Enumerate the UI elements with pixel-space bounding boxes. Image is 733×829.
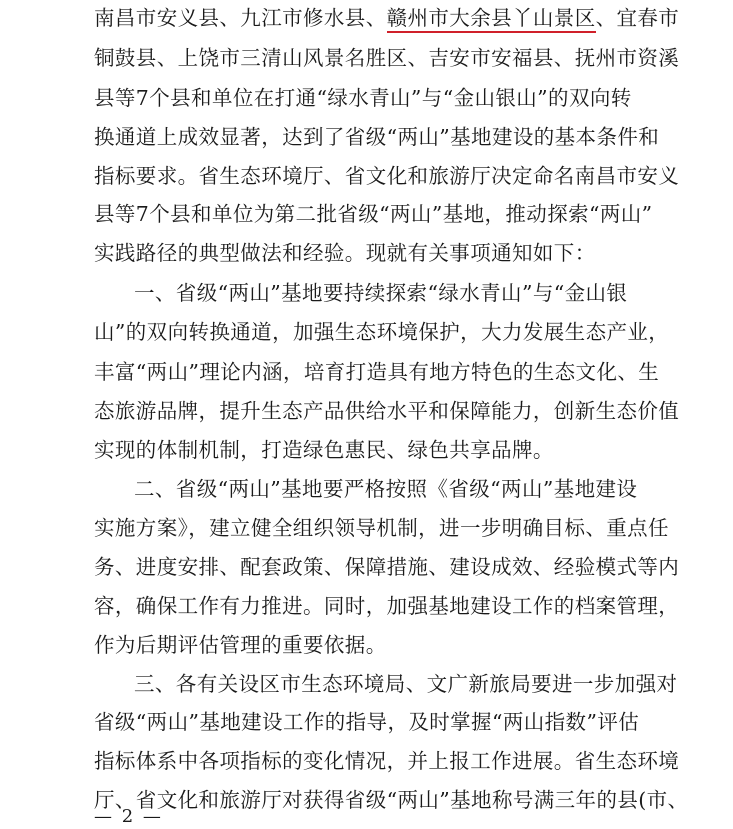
- text-line: 态旅游品牌，提升生态产品供给水平和保障能力，创新生态价值: [94, 399, 680, 423]
- text-line: 省级“两山”基地建设工作的指导，及时掌握“两山指数”评估: [94, 710, 640, 734]
- text-segment: 南昌市安义县、九江市修水县、: [94, 6, 387, 30]
- paragraph-start: 二、省级“两山”基地要严格按照《省级“两山”基地建设: [134, 477, 638, 501]
- page-number: — 2 —: [94, 806, 163, 827]
- paragraph-start: 三、各有关设区市生态环境局、文广新旅局要进一步加强对: [134, 672, 678, 696]
- text-line: 县等7个县和单位为第二批省级“两山”基地，推动探索“两山”: [94, 202, 653, 226]
- text-line: 县等7个县和单位在打通“绿水青山”与“金山银山”的双向转: [94, 86, 632, 110]
- red-underline: [387, 31, 596, 33]
- text-line: 务、进度安排、配套政策、保障措施、建设成效、经验模式等内: [94, 555, 680, 579]
- text-segment: 、宜春市: [595, 6, 680, 30]
- text-line: 厅、省文化和旅游厅对获得省级“两山”基地称号满三年的县(市、: [94, 788, 689, 812]
- text-line: 实施方案》，建立健全组织领导机制，进一步明确目标、重点任: [94, 516, 669, 540]
- text-line: 指标体系中各项指标的变化情况，并上报工作进展。省生态环境: [94, 749, 680, 773]
- highlighted-place-name: [387, 6, 596, 30]
- text-line: 铜鼓县、上饶市三清山风景名胜区、吉安市安福县、抚州市资溪: [94, 46, 680, 70]
- text-line: 实践路径的典型做法和经验。现就有关事项通知如下：: [94, 241, 596, 265]
- text-line: 山”的双向转换通道，加强生态环境保护，大力发展生态产业，: [94, 320, 670, 344]
- text-line: 换通道上成效显著，达到了省级“两山”基地建设的基本条件和: [94, 125, 660, 149]
- text-line: 作为后期评估管理的重要依据。: [94, 633, 387, 657]
- text-line: 指标要求。省生态环境厅、省文化和旅游厅决定命名南昌市安义: [94, 164, 680, 188]
- text-line: 容，确保工作有力推进。同时，加强基地建设工作的档案管理，: [94, 594, 680, 618]
- paragraph-start: 一、省级“两山”基地要持续探索“绿水青山”与“金山银: [134, 281, 628, 305]
- text-line-1: [94, 4, 679, 32]
- highlighted-text: 赣州市大余县丫山景区: [386, 6, 596, 30]
- text-line: 丰富“两山”理论内涵，培育打造具有地方特色的生态文化、生: [94, 360, 660, 384]
- text-line: 实现的体制机制，打造绿色惠民、绿色共享品牌。: [94, 438, 554, 462]
